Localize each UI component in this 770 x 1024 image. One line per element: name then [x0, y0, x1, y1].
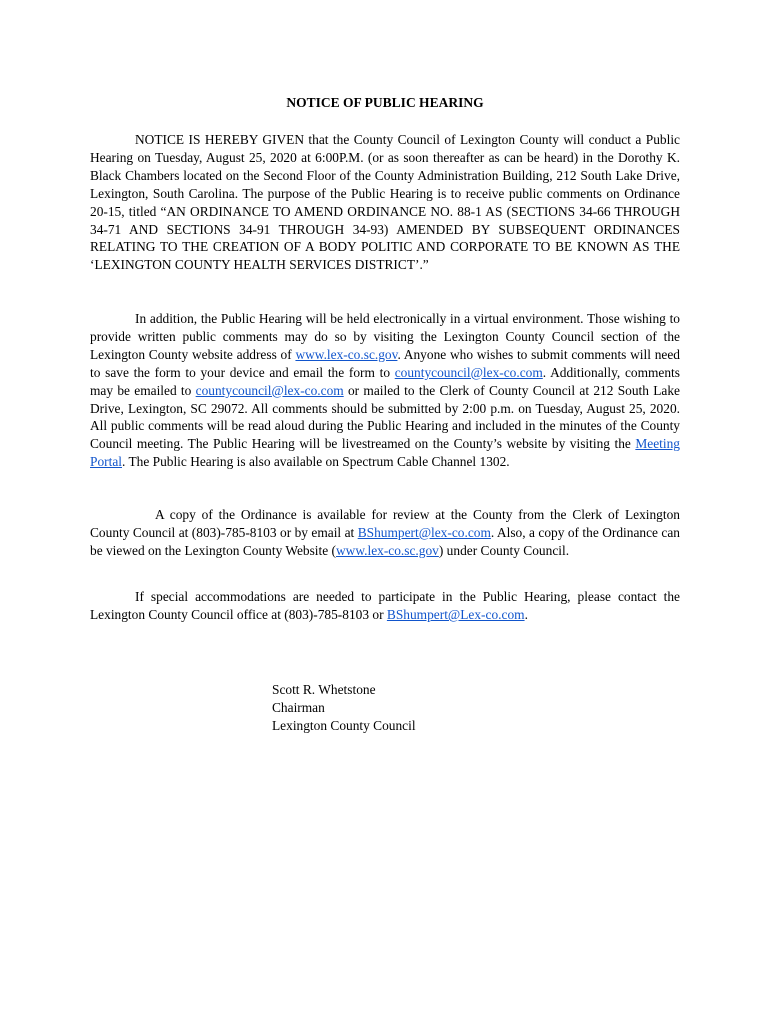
document-title: NOTICE OF PUBLIC HEARING	[286, 95, 484, 110]
website-link[interactable]: www.lex-co.sc.gov	[295, 346, 398, 362]
paragraph-ordinance-copy	[90, 506, 680, 560]
email-link[interactable]: countycouncil@lex-co.com	[394, 364, 543, 380]
clerk-email-link[interactable]: BShumpert@Lex-co.com	[386, 606, 525, 622]
paragraph-text: or mailed to the Clerk of County Council at 212 South Lake Drive, Lexington, SC 29072. All comments should be submitted by 2:00 p.m. on Tuesday, August 25, 2020. All public comments will be read aloud during the Public Hearing and included in the minutes of the County Council meeting. The Public Hearing will be livestreamed on the County’s website by visiting the	[90, 382, 680, 452]
signatory-organization: Lexington County Council	[272, 718, 416, 733]
paragraph-text: If special accommodations are needed to participate in the Public Hearing, please contact the Lexington County Council office at (803)-785-8103 or	[90, 589, 680, 622]
paragraph-text: . Additionally, comments may be emailed to	[90, 364, 680, 398]
paragraph-text: . Also, a copy of the Ordinance can be viewed on the Lexington County Website (	[90, 524, 680, 558]
paragraph-text: .	[524, 606, 528, 622]
paragraph-text: In addition, the Public Hearing will be held electronically in a virtual environment. Those wishing to provide written public comments may do so by visiting the Lexington County Council section of the Lexington County website address of	[90, 311, 680, 362]
signatory-title: Chairman	[272, 700, 325, 715]
paragraph-text: A copy of the Ordinance is available for review at the County from the Clerk of Lexington County Council at (803)-785-8103 or by email at	[90, 507, 680, 540]
paragraph-notice: NOTICE IS HEREBY GIVEN that the County Council of Lexington County will conduct a Public Hearing on Tuesday, August 25, 2020 at 6:00P.M. (or as soon thereafter as can be heard) in the Dorothy K. Black Chambers located on the Second Floor of the County Administration Building, 212 South Lake Drive, Lexington, South Carolina. The purpose of the Public Hearing is to receive public comments on Ordinance 20-15, titled “AN ORDINANCE TO AMEND ORDINANCE NO. 88-1 AS (SECTIONS 34-66 THROUGH 34-71 AND SECTIONS 34-91 THROUGH 34-93) AMENDED BY SUBSEQUENT ORDINANCES RELATING TO THE CREATION OF A BODY POLITIC AND CORPORATE TO BE KNOWN AS THE ‘LEXINGTON COUNTY HEALTH SERVICES DISTRICT’.”	[90, 132, 680, 273]
email-link[interactable]: countycouncil@lex-co.com	[195, 382, 344, 398]
signature-block	[272, 681, 416, 735]
clerk-email-link[interactable]: BShumpert@lex-co.com	[357, 524, 491, 540]
paragraph-virtual-hearing	[90, 310, 680, 471]
meeting-portal-link[interactable]: Meeting Portal	[90, 436, 680, 470]
paragraph-text: ) under County Council.	[438, 542, 570, 558]
signatory-name: Scott R. Whetstone	[272, 682, 376, 697]
paragraph-text: . The Public Hearing is also available on Spectrum Cable Channel 1302.	[122, 454, 510, 470]
paragraph-text: . Anyone who wishes to submit comments will need to save the form to your device and email the form to	[90, 346, 680, 380]
paragraph-accommodations	[90, 588, 680, 624]
website-link[interactable]: www.lex-co.sc.gov	[335, 542, 439, 558]
